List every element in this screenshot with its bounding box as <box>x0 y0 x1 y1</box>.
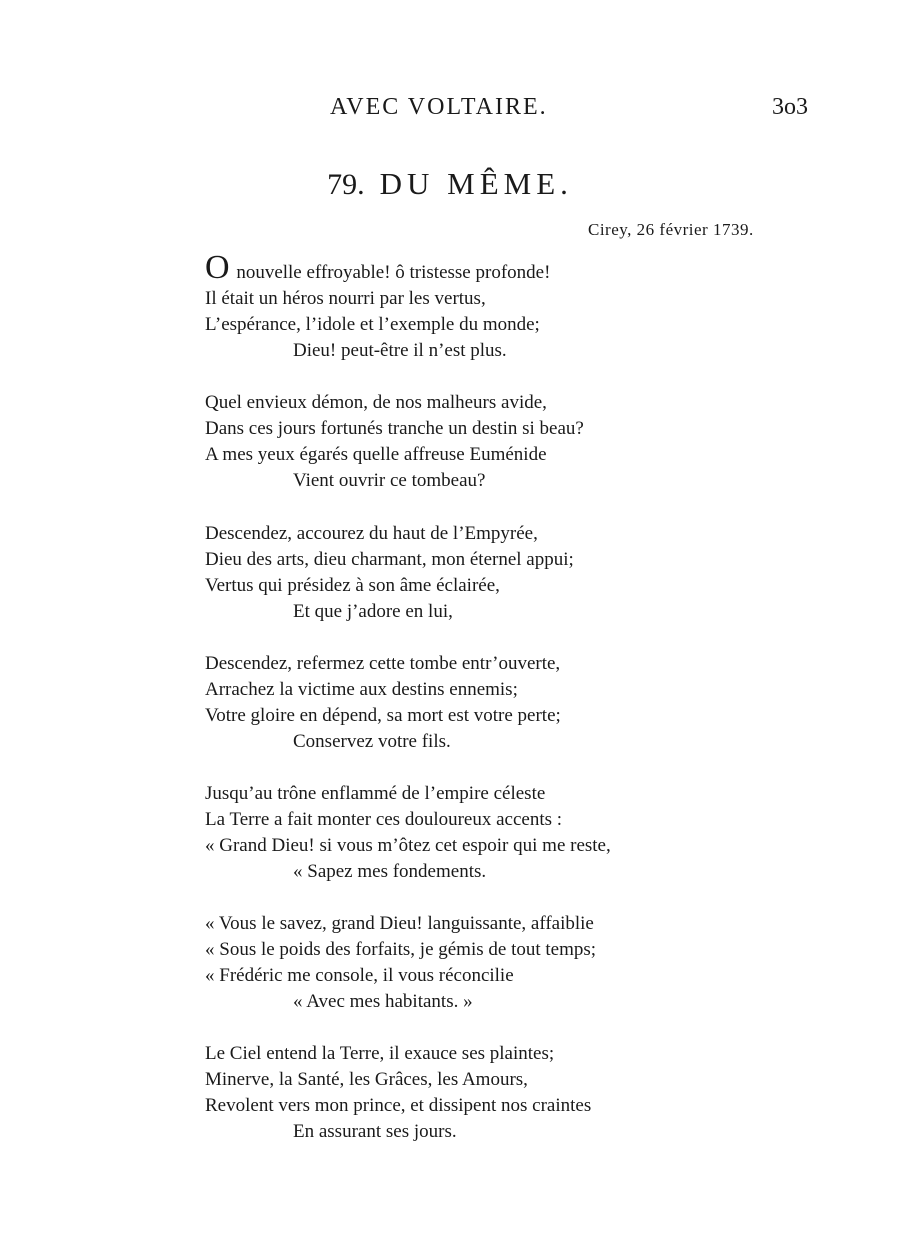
verse-line: Dans ces jours fortunés tranche un destin si beau? <box>205 418 584 439</box>
verse-line: « Frédéric me console, il vous réconcilie <box>205 965 514 986</box>
verse-line: Quel envieux démon, de nos malheurs avide, <box>205 392 547 413</box>
letter-title <box>0 166 900 202</box>
verse-line: L’espérance, l’idole et l’exemple du monde; <box>205 314 540 335</box>
verse-line: Dieu des arts, dieu charmant, mon éternel appui; <box>205 549 574 570</box>
stanza <box>205 911 725 1015</box>
verse-line <box>205 249 725 286</box>
verse-line: Jusqu’au trône enflammé de l’empire céleste <box>205 783 546 804</box>
stanza <box>205 249 725 364</box>
verse-line-indented: Vient ouvrir ce tombeau? <box>293 470 486 491</box>
stanza <box>205 781 725 885</box>
verse-line-indented: « Avec mes habitants. » <box>293 991 473 1012</box>
verse-line: « Sous le poids des forfaits, je gémis de tout temps; <box>205 939 597 960</box>
stanza <box>205 521 725 625</box>
verse-line-indented: Conservez votre fils. <box>293 731 451 752</box>
letter-number: 79. <box>327 168 365 201</box>
dateline: Cirey, 26 février 1739. <box>588 220 754 239</box>
drop-cap: O <box>205 249 230 286</box>
running-head <box>0 94 900 124</box>
verse-line: La Terre a fait monter ces douloureux accents : <box>205 809 563 830</box>
verse-line: Revolent vers mon prince, et dissipent nos craintes <box>205 1095 592 1116</box>
page-number: 3o3 <box>772 94 808 120</box>
stanza <box>205 390 725 494</box>
verse-line-indented: « Sapez mes fondements. <box>293 861 487 882</box>
verse-line: A mes yeux égarés quelle affreuse Euménide <box>205 444 547 465</box>
stanza <box>205 1041 725 1145</box>
verse-line: Minerve, la Santé, les Grâces, les Amours, <box>205 1069 528 1090</box>
verse-line: « Vous le savez, grand Dieu! languissante, affaiblie <box>205 913 594 934</box>
verse-line: Descendez, refermez cette tombe entr’ouverte, <box>205 653 561 674</box>
verse-line: « Grand Dieu! si vous m’ôtez cet espoir qui me reste, <box>205 835 611 856</box>
verse-line: Descendez, accourez du haut de l’Empyrée, <box>205 523 538 544</box>
verse-text: nouvelle effroyable! ô tristesse profonde! <box>231 262 551 283</box>
verse-line: Le Ciel entend la Terre, il exauce ses plaintes; <box>205 1043 555 1064</box>
verse-line: Vertus qui présidez à son âme éclairée, <box>205 575 500 596</box>
verse-line: Il était un héros nourri par les vertus, <box>205 288 486 309</box>
verse-line: Arrachez la victime aux destins ennemis; <box>205 679 518 700</box>
letter-heading: DU MÊME. <box>379 166 573 201</box>
stanza <box>205 651 725 755</box>
verse-line-indented: Et que j’adore en lui, <box>293 601 453 622</box>
verse-line-indented: En assurant ses jours. <box>293 1121 457 1142</box>
running-title: AVEC VOLTAIRE. <box>330 94 548 120</box>
poem <box>205 249 725 1171</box>
verse-line: Votre gloire en dépend, sa mort est votre perte; <box>205 705 561 726</box>
verse-line-indented: Dieu! peut-être il n’est plus. <box>293 340 507 361</box>
